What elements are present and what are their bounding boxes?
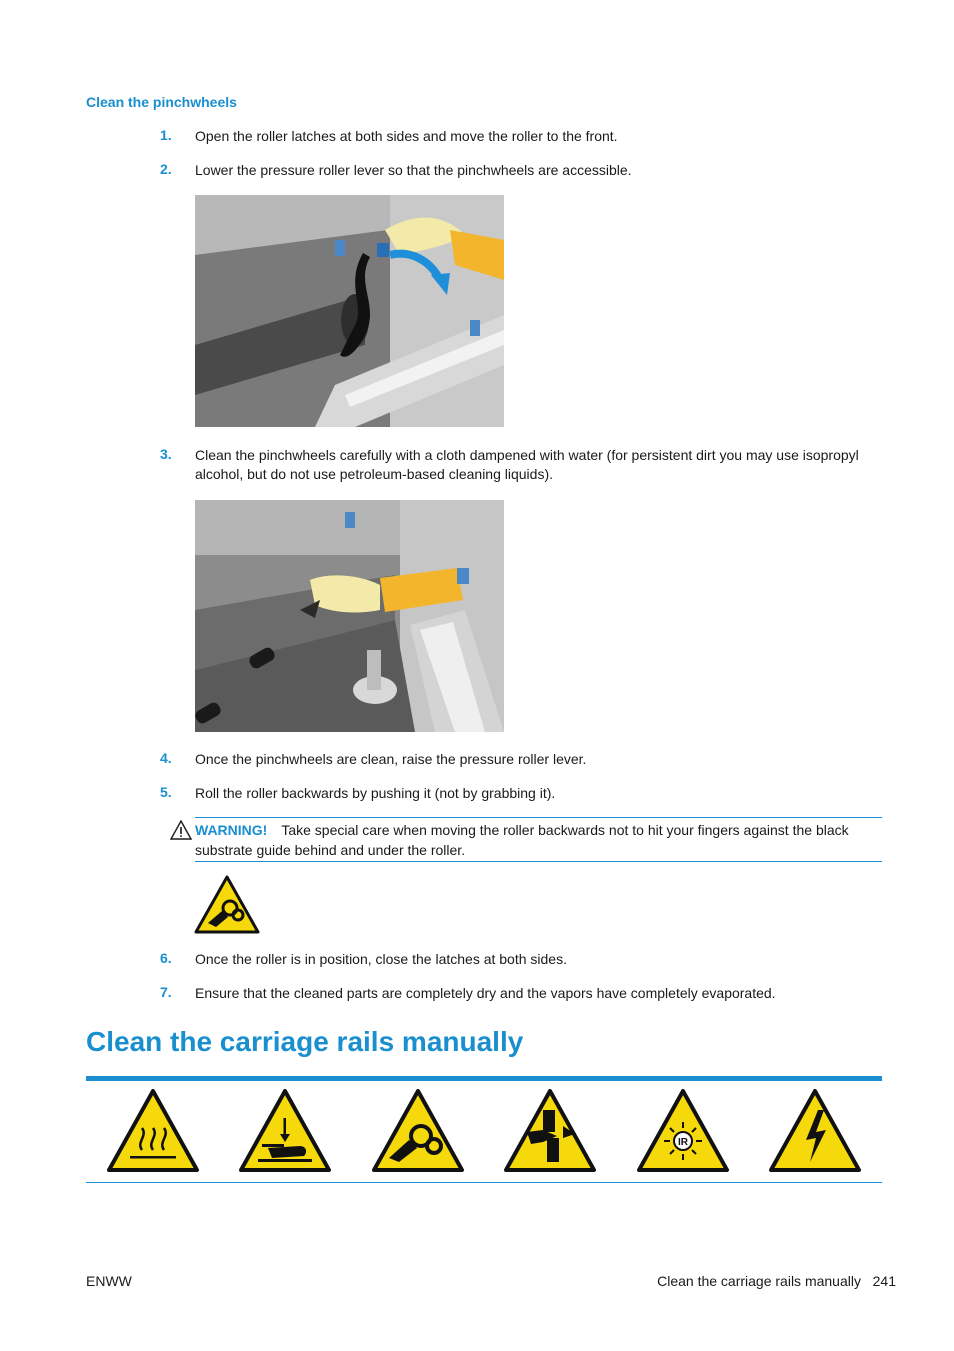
step-number: 1.	[160, 127, 172, 143]
cleaning-photo	[195, 500, 504, 732]
step-number: 6.	[160, 950, 172, 966]
step-number: 4.	[160, 750, 172, 766]
step-number: 2.	[160, 161, 172, 177]
hand-crush-icon	[238, 1088, 332, 1174]
page-number: 241	[872, 1273, 896, 1289]
pinch-point-icon	[503, 1088, 597, 1174]
warning-message: Take special care when moving the roller backwards not to hit your fingers against the black substrate guide behind and under the roller.	[195, 822, 849, 858]
footer-left: ENWW	[86, 1273, 132, 1289]
symbols-rule	[86, 1182, 882, 1183]
step-text: Lower the pressure roller lever so that the pinchwheels are accessible.	[195, 162, 632, 178]
footer-title: Clean the carriage rails manually	[657, 1273, 861, 1289]
warning-text	[195, 820, 875, 860]
gear-entanglement-icon	[371, 1088, 465, 1174]
warning-triangle-icon	[170, 820, 192, 845]
gear-entanglement-icon	[194, 875, 260, 935]
lever-photo	[195, 195, 504, 427]
step-number: 3.	[160, 446, 172, 462]
section-title: Clean the carriage rails manually	[86, 1026, 524, 1057]
step-text: Once the pinchwheels are clean, raise the pressure roller lever.	[195, 751, 587, 767]
section-rule	[86, 1076, 882, 1081]
step-number: 5.	[160, 784, 172, 800]
ir-label: IR	[678, 1137, 688, 1148]
warning-label: WARNING!	[195, 822, 268, 838]
step-text: Open the roller latches at both sides and move the roller to the front.	[195, 128, 618, 144]
footer-right	[657, 1273, 896, 1289]
step-text: Ensure that the cleaned parts are completely dry and the vapors have completely evaporated.	[195, 985, 776, 1001]
hot-surface-icon	[106, 1088, 200, 1174]
subsection-title: Clean the pinchwheels	[86, 94, 237, 110]
step-text: Roll the roller backwards by pushing it (not by grabbing it).	[195, 785, 556, 801]
step-number: 7.	[160, 984, 172, 1000]
step-text: Clean the pinchwheels carefully with a cloth dampened with water (for persistent dirt you may use isopropyl alcohol, but do not use petroleum-based cleaning liquids).	[195, 447, 859, 482]
infrared-radiation-icon	[636, 1088, 730, 1174]
step-text: Once the roller is in position, close the latches at both sides.	[195, 951, 567, 967]
electric-shock-icon	[768, 1088, 862, 1174]
